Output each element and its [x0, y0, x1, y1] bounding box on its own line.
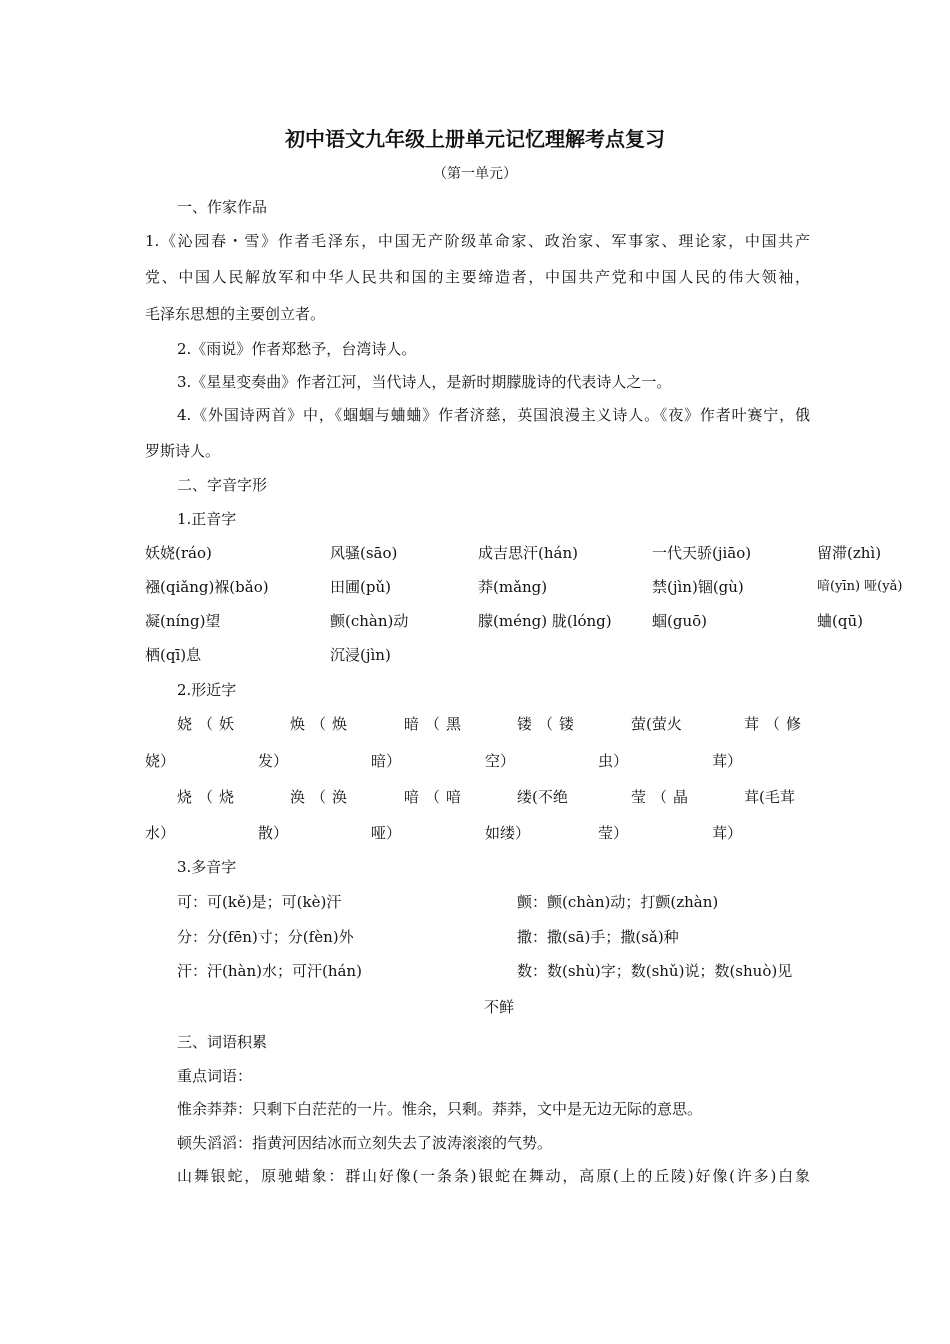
- subsection-heading: 2.形近字: [177, 681, 237, 699]
- pinyin-entry: 莽(mǎng): [478, 578, 548, 596]
- similar-char: 空）: [485, 752, 516, 770]
- similar-char: 萤(萤火: [631, 715, 682, 733]
- similar-char: 发）: [258, 752, 289, 770]
- vocab-item: 山舞银蛇，原驰蜡象：群山好像(一条条)银蛇在舞动，高原(上的丘陵)好像(许多)白象: [177, 1167, 810, 1185]
- similar-char: 焕（焕: [290, 715, 354, 733]
- similar-char: 虫）: [598, 752, 629, 770]
- polyphone-entry: 不鲜: [484, 998, 515, 1016]
- similar-char: 莹）: [598, 824, 629, 842]
- similar-char: 如缕）: [485, 824, 531, 842]
- pinyin-entry: 风骚(sāo): [330, 544, 398, 562]
- similar-char: 烧（烧: [177, 788, 241, 806]
- polyphone-entry: 可：可(kě)是；可(kè)汗: [177, 893, 342, 911]
- similar-char: 涣（涣: [290, 788, 354, 806]
- paragraph-line: 4.《外国诗两首》中，《蝈蝈与蛐蛐》作者济慈，英国浪漫主义诗人。《夜》作者叶赛宁，俄: [177, 406, 810, 424]
- similar-char: 茸）: [712, 752, 743, 770]
- polyphone-entry: 分：分(fēn)寸；分(fèn)外: [177, 928, 354, 946]
- polyphone-entry: 撒：撒(sā)手；撒(sǎ)种: [517, 928, 679, 946]
- pinyin-entry: 一代天骄(jiāo): [652, 544, 752, 562]
- pinyin-entry: 留滞(zhì): [817, 544, 882, 562]
- similar-char: 哑）: [371, 824, 402, 842]
- subsection-heading: 1.正音字: [177, 510, 237, 528]
- pinyin-entry: 禁(jìn)锢(gù): [652, 578, 744, 596]
- pinyin-entry: 凝(níng)望: [145, 612, 221, 630]
- pinyin-entry: 成吉思汗(hán): [478, 544, 578, 562]
- section-heading: 一、作家作品: [177, 198, 268, 216]
- similar-char: 茸（修: [744, 715, 808, 733]
- pinyin-entry: 蛐(qū): [817, 612, 863, 630]
- section-heading: 二、字音字形: [177, 476, 268, 494]
- polyphone-entry: 汗：汗(hàn)水；可汗(hán): [177, 962, 362, 980]
- similar-char: 镂（镂: [517, 715, 581, 733]
- pinyin-entry: 颤(chàn)动: [330, 612, 409, 630]
- similar-char: 水）: [145, 824, 176, 842]
- polyphone-entry: 数：数(shù)字；数(shǔ)说；数(shuò)见: [517, 962, 793, 980]
- similar-char: 茸）: [712, 824, 743, 842]
- paragraph-line: 2.《雨说》作者郑愁予，台湾诗人。: [177, 340, 417, 358]
- similar-char: 娆）: [145, 752, 176, 770]
- paragraph-line: 罗斯诗人。: [145, 442, 221, 460]
- pinyin-entry: 田圃(pǔ): [330, 578, 391, 596]
- pinyin-entry: 喑(yīn) 哑(yǎ): [817, 579, 903, 594]
- similar-char: 喑（喑: [404, 788, 468, 806]
- pinyin-entry: 栖(qī)息: [145, 646, 202, 664]
- similar-char: 散）: [258, 824, 289, 842]
- unit-subtitle: （第一单元）: [433, 166, 517, 182]
- similar-char: 缕(不绝: [517, 788, 568, 806]
- similar-char: 娆（妖: [177, 715, 241, 733]
- similar-char: 茸(毛茸: [744, 788, 795, 806]
- pinyin-entry: 妖娆(ráo): [145, 544, 212, 562]
- paragraph-line: 3.《星星变奏曲》作者江河，当代诗人，是新时期朦胧诗的代表诗人之一。: [177, 373, 672, 391]
- similar-char: 暗）: [371, 752, 402, 770]
- paragraph-line: 党、中国人民解放军和中华人民共和国的主要缔造者，中国共产党和中国人民的伟大领袖，: [145, 268, 810, 286]
- section-heading: 三、词语积累: [177, 1033, 268, 1051]
- pinyin-entry: 朦(méng) 胧(lóng): [478, 612, 612, 630]
- polyphone-entry: 颤：颤(chàn)动；打颤(zhàn): [517, 893, 719, 911]
- pinyin-entry: 蝈(guō): [652, 612, 707, 630]
- subsection-heading: 重点词语：: [177, 1067, 253, 1085]
- pinyin-entry: 沉浸(jìn): [330, 646, 391, 664]
- paragraph-line: 1.《沁园春・雪》作者毛泽东，中国无产阶级革命家、政治家、军事家、理论家，中国共产: [145, 232, 810, 250]
- similar-char: 莹（晶: [631, 788, 695, 806]
- vocab-item: 惟余莽莽：只剩下白茫茫的一片。惟余，只剩。莽莽，文中是无边无际的意思。: [177, 1100, 703, 1118]
- similar-char: 暗（黑: [404, 715, 468, 733]
- paragraph-line: 毛泽东思想的主要创立者。: [145, 305, 326, 323]
- page-title: 初中语文九年级上册单元记忆理解考点复习: [285, 127, 665, 151]
- vocab-item: 顿失滔滔：指黄河因结冰而立刻失去了波涛滚滚的气势。: [177, 1134, 553, 1152]
- pinyin-entry: 襁(qiǎng)褓(bǎo): [145, 578, 269, 596]
- subsection-heading: 3.多音字: [177, 858, 237, 876]
